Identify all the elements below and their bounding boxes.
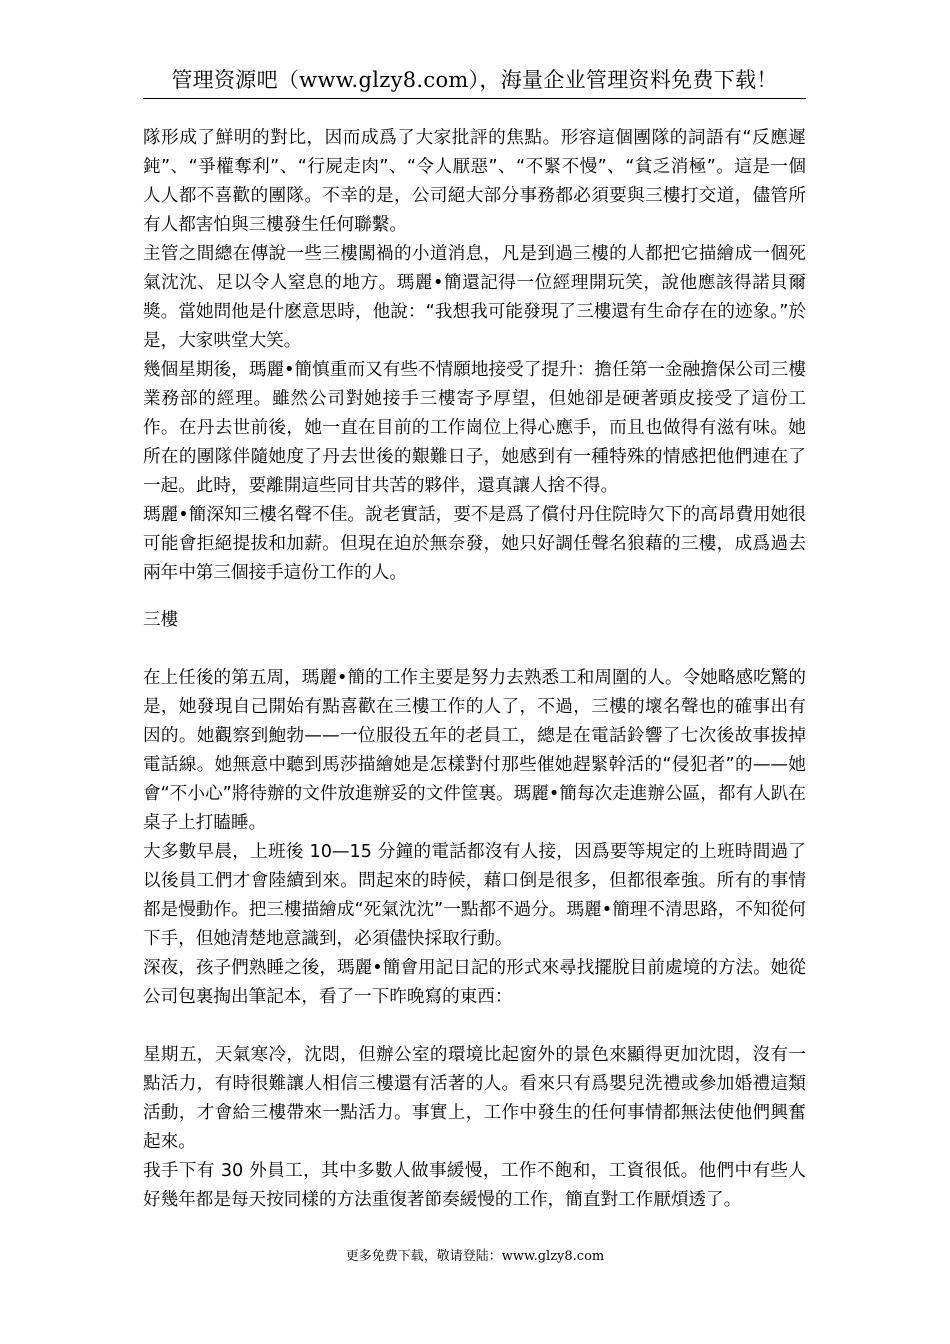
paragraph: 瑪麗•簡深知三樓名聲不佳。說老實話，要不是爲了償付丹住院時欠下的高昂費用她很可能會拒絕提拔和加薪。但現在迫於無奈發，她只好調任聲名狼藉的三樓，成爲過去兩年中第三個接手這份工作的人。	[143, 505, 806, 583]
paragraph: 隊形成了鮮明的對比，因而成爲了大家批評的焦點。形容這個團隊的詞語有“反應遲鈍”、“爭權奪利”、“行屍走肉”、“令人厭惡”、“不緊不慢”、“貧乏消極”。這是一個人人都不喜歡的團隊。不幸的是，公司絕大部分事務都必須要與三樓打交道，儘管所有人都害怕與三樓發生任何聯繫。	[143, 128, 806, 235]
spacer	[143, 1012, 806, 1041]
paragraph: 深夜，孩子們熟睡之後，瑪麗•簡會用記日記的形式來尋找擺脫目前處境的方法。她從公司包裏掏出筆記本，看了一下昨晚寫的東西：	[143, 958, 806, 1007]
paragraph: 星期五，天氣寒冷，沈悶，但辦公室的環境比起窗外的景色來顯得更加沈悶，沒有一點活力，有時很難讓人相信三樓還有活著的人。看來只有爲嬰兒洗禮或參加婚禮這類活動，才會給三樓帶來一點活力。事實上，工作中發生的任何事情都無法使他們興奮起來。	[143, 1045, 806, 1152]
paragraph: 在上任後的第五周，瑪麗•簡的工作主要是努力去熟悉工和周圍的人。令她略感吃驚的是，她發現自己開始有點喜歡在三樓工作的人了，不過，三樓的壞名聲也的確事出有因的。她觀察到鮑勃——一位服役五年的老員工，總是在電話鈴響了七次後故事拔掉電話線。她無意中聽到馬莎描繪她是怎樣對付那些催她趕緊幹活的“侵犯者”的——她會“不小心”將待辦的文件放進辦妥的文件筐裏。瑪麗•簡每次走進辦公區，都有人趴在桌子上打瞌睡。	[143, 668, 806, 833]
document-body	[143, 124, 806, 1215]
paragraph: 幾個星期後，瑪麗•簡慎重而又有些不情願地接受了提升：擔任第一金融擔保公司三樓業務部的經理。雖然公司對她接手三樓寄予厚望，但她卻是硬著頭皮接受了這份工作。在丹去世前後，她一直在目前的工作崗位上得心應手，而且也做得有滋有味。她所在的團隊伴隨她度了丹去世後的艱難日子，她感到有一種特殊的情感把他們連在了一起。此時，要離開這些同甘共苦的夥伴，還真讓人捨不得。	[143, 360, 806, 496]
paragraph: 大多數早晨，上班後 10—15 分鐘的電話都沒有人接，因爲要等規定的上班時間過了以後員工們才會陸續到來。問起來的時候，藉口倒是很多，但都很牽強。所有的事情都是慢動作。把三樓描繪成“死氣沈沈”一點都不過分。瑪麗•簡理不清思路，不知從何下手，但她清楚地意識到，必須儘快採取行動。	[143, 842, 806, 949]
footer-text: 更多免费下载，敬请登陆：www.glzy8.com	[345, 1249, 605, 1264]
section-title: 三樓	[143, 610, 179, 630]
page-footer	[0, 1248, 950, 1266]
paragraph: 主管之間總在傳說一些三樓闖禍的小道消息，凡是到過三樓的人都把它描繪成一個死氣沈沈、足以令人窒息的地方。瑪麗•簡還記得一位經理開玩笑，說他應該得諾貝爾獎。當她問他是什麽意思時，他說：“我想我可能發現了三樓還有生命存在的迹象。”於是，大家哄堂大笑。	[143, 244, 806, 351]
spacer	[143, 635, 806, 664]
header-text: 管理资源吧（www.glzy8.com），海量企业管理资料免费下载！	[171, 68, 778, 92]
paragraph: 我手下有 30 外員工，其中多數人做事緩慢，工作不飽和，工資很低。他們中有些人好幾年都是每天按同樣的方法重復著節奏緩慢的工作，簡直對工作厭煩透了。	[143, 1161, 806, 1210]
page-header	[143, 62, 806, 99]
spacer	[143, 588, 806, 606]
